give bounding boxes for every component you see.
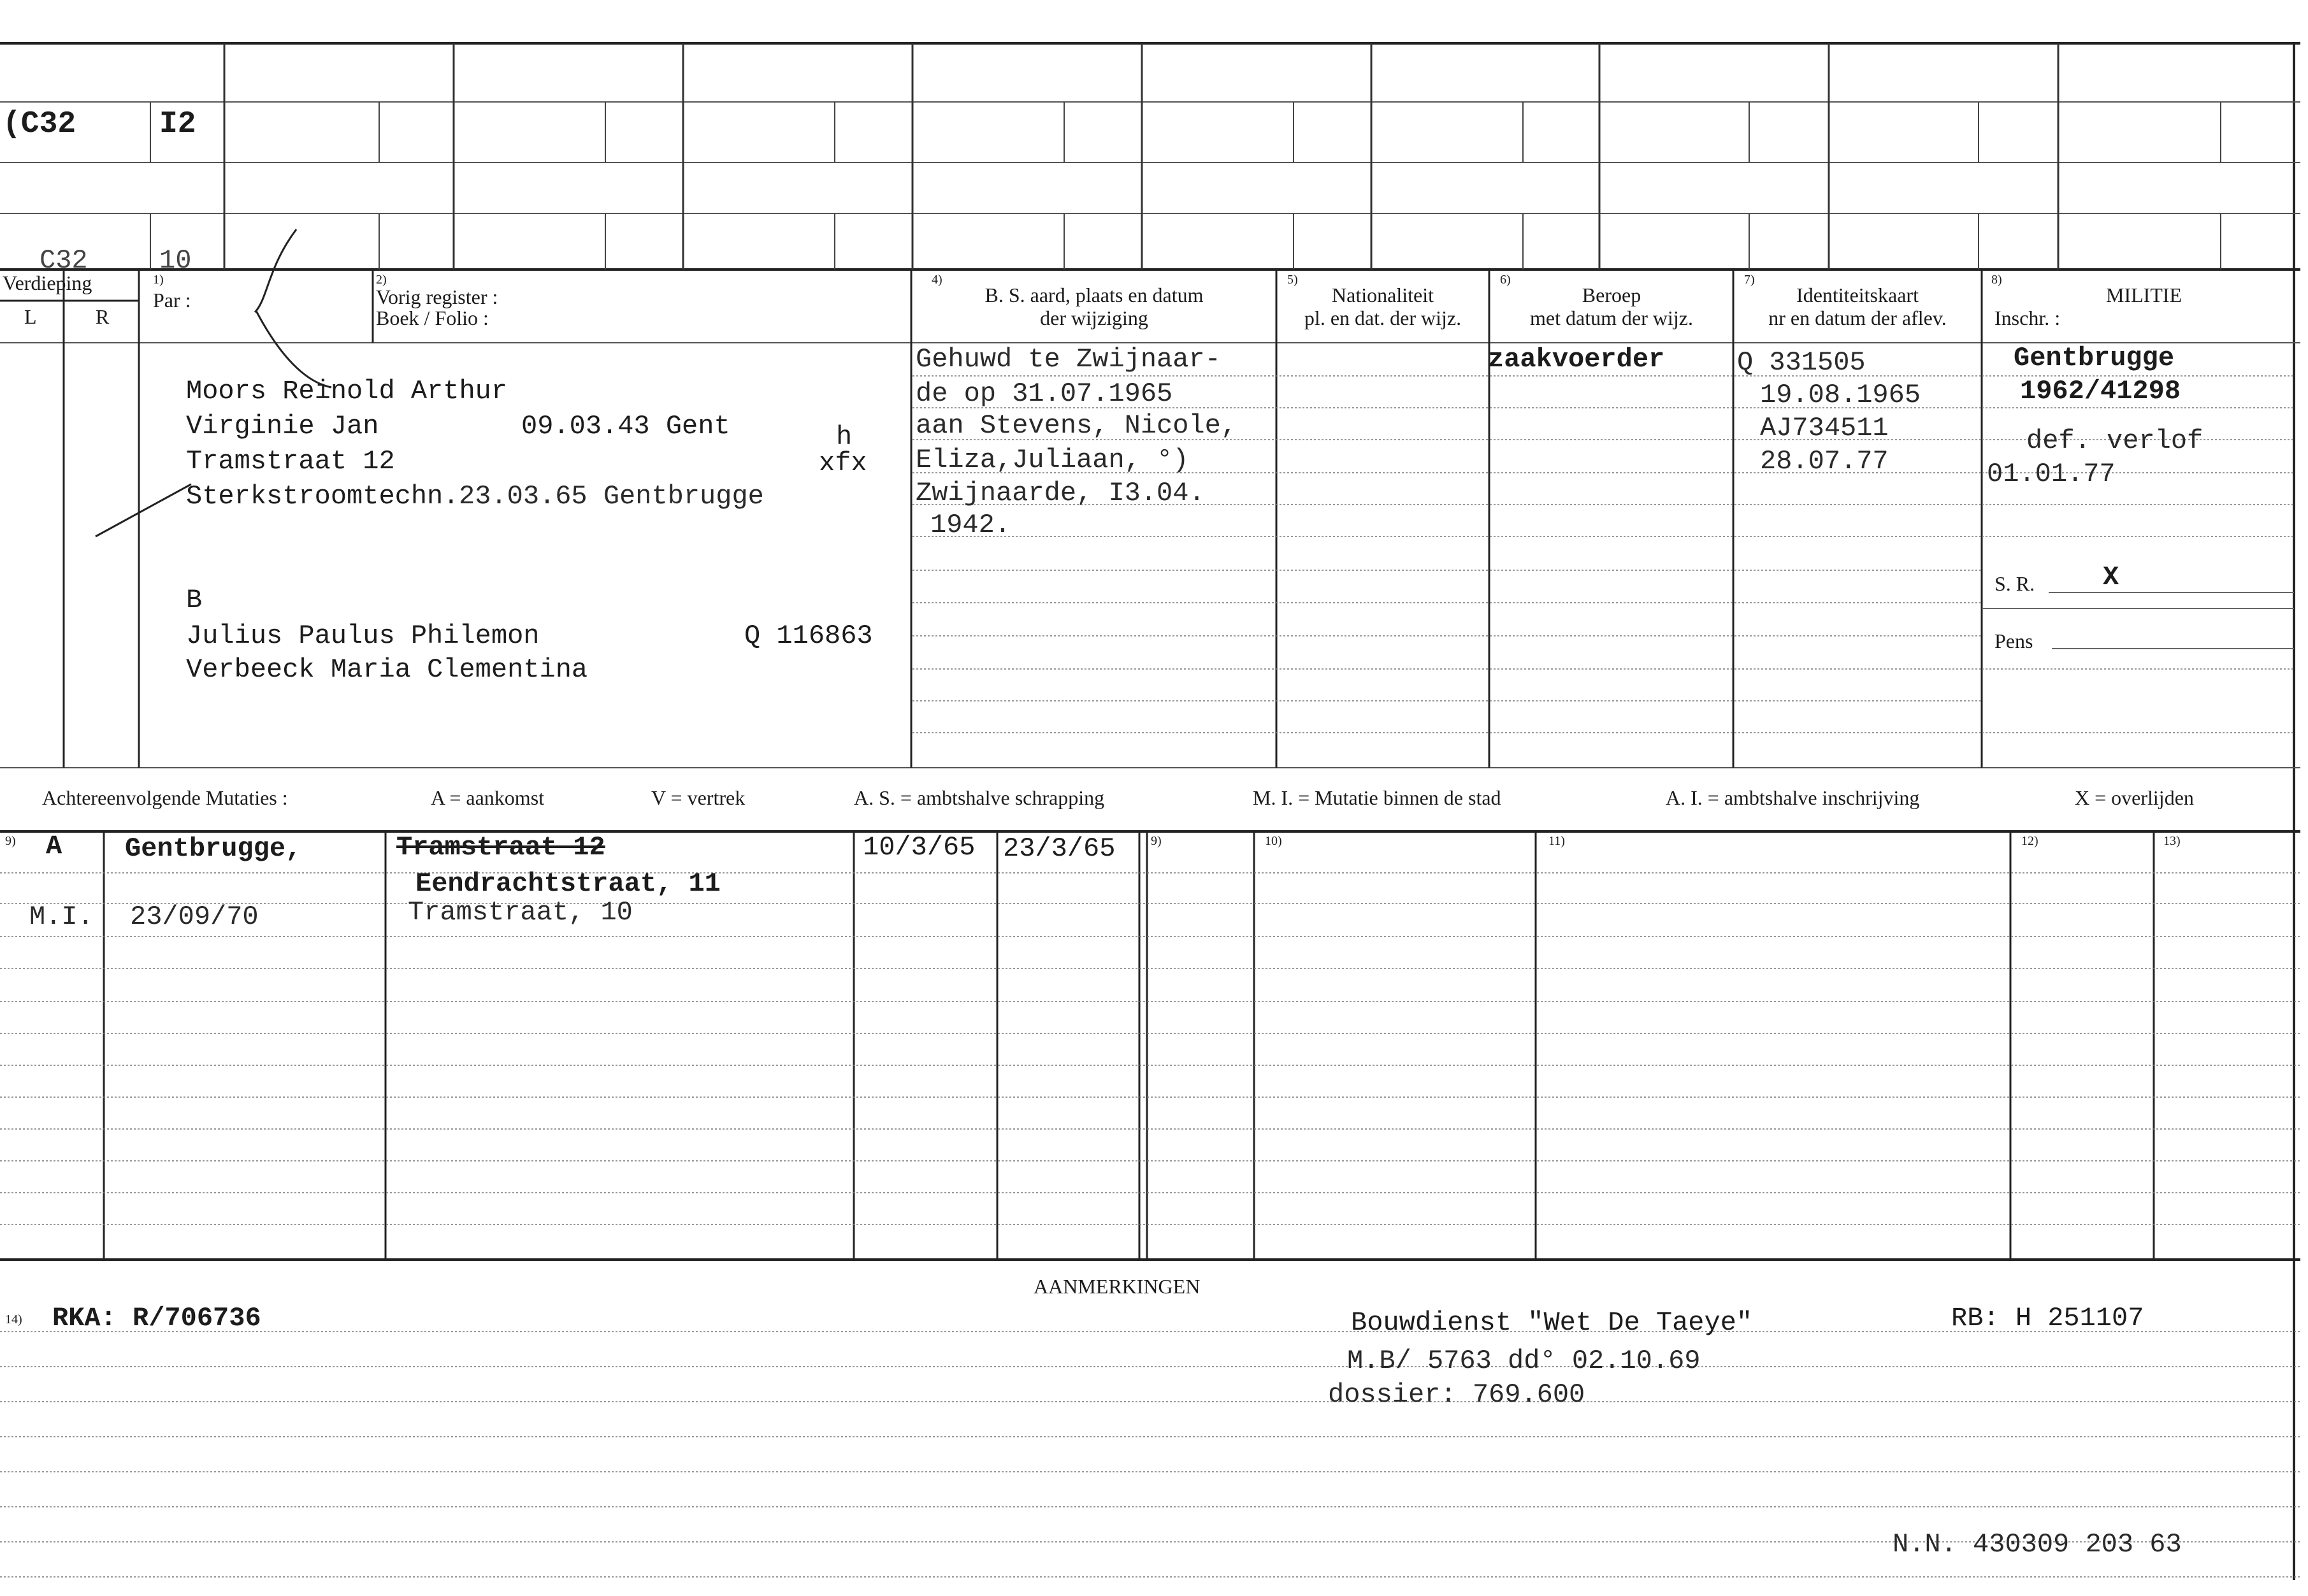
marriage-line: Eliza,Juliaan, °) (916, 445, 1189, 475)
militia-pens: Pens (1994, 629, 2033, 652)
mutation-row2-street: Tramstraat, 10 (408, 897, 633, 928)
mutation-col-12: 12) (2021, 834, 2038, 848)
header-id-1: Identiteitskaart (1796, 284, 1919, 306)
legend-x: X = overlijden (2075, 786, 2194, 809)
mutation-row1-date1: 10/3/65 (863, 832, 976, 863)
mutation-col-13: 13) (2163, 834, 2181, 848)
mutation-row2-code: M.I. (29, 902, 94, 932)
person-parents: Virginie Jan (186, 411, 379, 442)
militia-sr-mark: X (2103, 562, 2119, 593)
header-ber-2: met datum der wijz. (1530, 306, 1693, 329)
occupation-value: zaakvoerder (1488, 344, 1665, 375)
header-inschr: Inschr. : (1994, 306, 2061, 329)
militia-leave-2: 01.01.77 (1987, 459, 2116, 489)
header-bs-1: B. S. aard, plaats en datum (985, 284, 1204, 306)
remarks-nn: N.N. 430309 203 63 (1893, 1529, 2182, 1560)
mutation-col-9b: 9) (1151, 834, 1162, 848)
identity-line: 28.07.77 (1760, 446, 1889, 477)
mutation-col-11: 11) (1548, 834, 1565, 848)
header-vorig-register: Vorig register : (376, 285, 498, 308)
header-vorig-num: 2) (376, 273, 387, 287)
legend-mi: M. I. = Mutatie binnen de stad (1253, 786, 1501, 809)
marriage-line: Gehuwd te Zwijnaar- (916, 344, 1221, 375)
mutation-row2-date: 23/09/70 (130, 902, 259, 932)
identity-line: 19.08.1965 (1760, 380, 1921, 410)
remarks-num: 14) (5, 1312, 22, 1326)
mutation-row1-date2: 23/3/65 (1003, 833, 1116, 864)
mutation-row1-street2: Eendrachtstraat, 11 (415, 868, 721, 899)
header-id-2: nr en datum der aflev. (1768, 306, 1947, 329)
header-mil-num: 8) (1991, 273, 2002, 287)
person-profession: Sterkstroomtechn. (186, 481, 459, 512)
remarks-mb: M.B/ 5763 dd° 02.10.69 (1347, 1346, 1701, 1376)
header-r: R (96, 305, 110, 328)
remarks-dossier: dossier: 769.600 (1328, 1379, 1585, 1410)
remarks-title: AANMERKINGEN (1034, 1275, 1201, 1298)
top-row2-code: C32 (40, 245, 88, 276)
legend-as: A. S. = ambtshalve schrapping (854, 786, 1105, 809)
header-id-num: 7) (1744, 273, 1755, 287)
marriage-line: aan Stevens, Nicole, (916, 410, 1237, 441)
person-father-ref: Q 116863 (744, 621, 873, 651)
header-par: Par : (153, 289, 191, 312)
header-boek-folio: Boek / Folio : (376, 306, 489, 329)
header-verdieping: Verdieping (3, 271, 92, 294)
header-ber-num: 6) (1500, 273, 1511, 287)
person-address: Tramstraat 12 (186, 446, 395, 477)
top-row1-num: I2 (159, 107, 196, 141)
legend-ai: A. I. = ambtshalve inschrijving (1666, 786, 1920, 809)
header-ber-1: Beroep (1582, 284, 1641, 306)
legend-a: A = aankomst (431, 786, 545, 809)
remarks-rka: RKA: R/706736 (52, 1303, 261, 1334)
header-bs-2: der wijziging (1040, 306, 1148, 329)
mutation-row1-place: Gentbrugge, (125, 833, 302, 864)
person-x-mark: xfx (819, 448, 867, 478)
remarks-service: Bouwdienst "Wet De Taeye" (1351, 1307, 1753, 1338)
marriage-line: 1942. (930, 510, 1011, 540)
person-birth: 09.03.43 Gent (521, 411, 730, 442)
header-nat-2: pl. en dat. der wijz. (1304, 306, 1462, 329)
person-mother: Verbeeck Maria Clementina (186, 654, 588, 685)
person-h-mark: h (836, 422, 853, 452)
mutation-row1-code: A (46, 831, 62, 861)
identity-line: AJ734511 (1760, 413, 1889, 443)
militia-sr: S. R. (1994, 572, 2035, 595)
marriage-line: Zwijnaarde, I3.04. (916, 478, 1205, 508)
legend-v: V = vertrek (651, 786, 746, 809)
header-nat-1: Nationaliteit (1332, 284, 1434, 306)
person-father: Julius Paulus Philemon (186, 621, 540, 651)
remarks-rb: RB: H 251107 (1951, 1303, 2144, 1334)
militia-leave-1: def. verlof (2026, 426, 2203, 456)
header-par-num: 1) (153, 273, 164, 287)
person-name: Moors Reinold Arthur (186, 376, 508, 406)
legend-title: Achtereenvolgende Mutaties : (42, 786, 288, 809)
identity-line: Q 331505 (1737, 347, 1866, 378)
militia-place: Gentbrugge (2014, 343, 2175, 373)
header-bs-num: 4) (932, 273, 942, 287)
mutation-col-10: 10) (1265, 834, 1282, 848)
person-profession-date: 23.03.65 Gentbrugge (459, 481, 764, 512)
mutation-row1-street: Tramstraat 12 (396, 832, 605, 863)
top-row1-code: (C32 (3, 107, 76, 141)
top-row2-num: 10 (159, 245, 192, 276)
militia-number: 1962/41298 (2020, 376, 2181, 406)
header-militie: MILITIE (2106, 284, 2182, 306)
person-b: B (186, 585, 203, 615)
header-nat-num: 5) (1287, 273, 1298, 287)
marriage-line: de op 31.07.1965 (916, 378, 1173, 409)
mutation-col-9: 9) (5, 834, 16, 848)
header-l: L (24, 305, 37, 328)
